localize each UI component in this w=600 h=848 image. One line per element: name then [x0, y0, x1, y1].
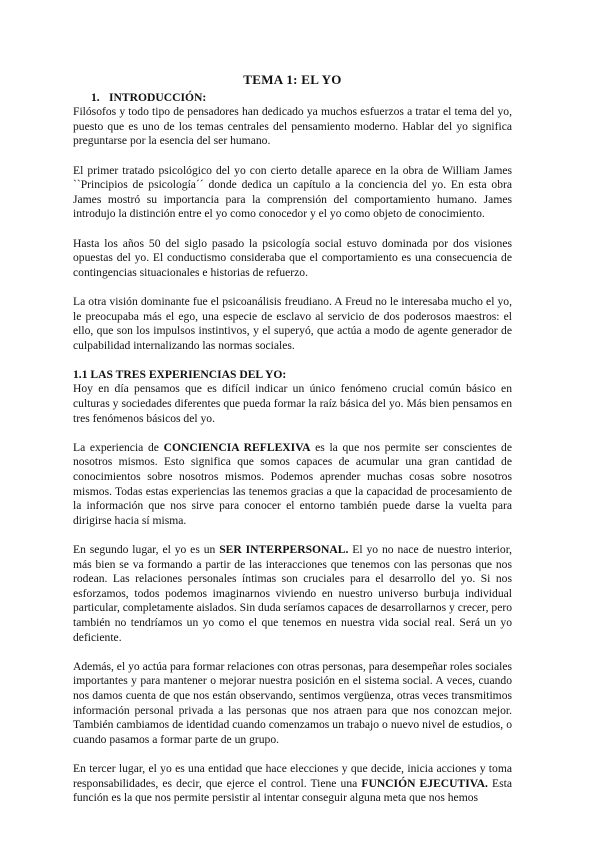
paragraph-6-text-before: La experiencia de: [73, 440, 164, 454]
keyword-ser-interpersonal: SER INTERPERSONAL.: [219, 543, 349, 556]
section-number: 1.: [91, 90, 100, 104]
keyword-funcion-ejecutiva: FUNCIÓN EJECUTIVA.: [361, 776, 488, 790]
paragraph-9-text-after: Esta función es la que nos permite persistir al intentar conseguir alguna meta que nos hemos: [73, 776, 512, 805]
paragraph-2: El primer tratado psicológico del yo con cierto detalle aparece en la obra de William James ``Principios de psicología´´ donde dedica un capítulo a la conciencia del yo. En esta obra James mostró su importancia para la comprensión del comportamiento humano. James introdujo la distinción entre el yo como conocedor y el yo como objeto de conocimiento.: [73, 163, 512, 221]
paragraph-7-text-after: El yo no nace de nuestro interior, más bien se va formando a partir de las interacciones que tenemos con las personas que nos rodean. Las relaciones personales íntimas son cruciales para el desarrollo del yo. Si nos esforzamos, todos podemos imaginarnos viviendo en nuestro universo burbuja individual particular, completamente aislados. Sin duda seríamos capaces de desarrollarnos y crecer, pero también no tendríamos un yo como el que tenemos en nuestra vida social real. Será un yo deficiente.: [73, 543, 512, 644]
paragraph-8: Además, el yo actúa para formar relaciones con otras personas, para desempeñar roles sociales importantes y para mantener o mejorar nuestra posición en el sistema social. A veces, cuando nos damos cuenta de que nos están observando, sentimos vergüenza, otras veces transmitimos información personal privada a las personas que nos atraen para que nos conozcan mejor. También cambiamos de identidad cuando comenzamos un trabajo o nuevo nivel de estudios, o cuando pasamos a formar parte de un grupo.: [73, 659, 512, 746]
paragraph-6-text-after: es la que nos permite ser conscientes de nosotros mismos. Esto significa que somos capaces de acumular una gran cantidad de conocimientos sobre nosotros mismos. Podemos aprender muchas cosas sobre nosotros mismos. Todas estas experiencias las tenemos gracias a que la capacidad de procesamiento de la información que nos sirve para conocer el entorno también puede darse la vuelta para dirigirse hacia sí misma.: [73, 440, 512, 527]
paragraph-3: Hasta los años 50 del siglo pasado la psicología social estuvo dominada por dos visiones opuestas del yo. El conductismo consideraba que el comportamiento es una consecuencia de contingencias situacionales e historias de refuerzo.: [73, 236, 512, 279]
paragraph-9-text-before: En tercer lugar, el yo es una entidad que hace elecciones y que decide, inicia acciones y toma responsabilidades, es decir, que ejerce el control. Tiene una: [73, 761, 512, 790]
paragraph-5: Hoy en día pensamos que es difícil indicar un único fenómeno crucial común básico en culturas y sociedades diferentes que pueda formar la raíz básica del yo. Más bien pensamos en tres fenómenos básicos del yo.: [73, 382, 512, 425]
paragraph-7-text-before: En segundo lugar, el yo es un: [73, 543, 220, 556]
paragraph-4: La otra visión dominante fue el psicoanálisis freudiano. A Freud no le interesaba mucho el yo, le preocupaba más el ego, una especie de esclavo al servicio de dos poderosos maestros: el ello, que son los impulsos instintivos, y el superyó, que actúa a modo de agente generador de culpabilidad internalizando las normas sociales.: [73, 294, 512, 352]
paragraph-6: [73, 441, 512, 529]
section-heading-introduccion: [91, 91, 512, 106]
paragraph-7: [73, 543, 512, 645]
section-heading-text: INTRODUCCIÓN:: [109, 90, 207, 104]
page-title: TEMA 1: EL YO: [243, 72, 342, 87]
paragraph-9: [73, 762, 512, 806]
paragraph-1: Filósofos y todo tipo de pensadores han dedicado ya muchos esfuerzos a tratar el tema del yo, puesto que es uno de los temas centrales del pensamiento moderno. Hablar del yo significa preguntarse por la esencia del ser humano.: [73, 105, 512, 148]
keyword-conciencia-reflexiva: CONCIENCIA REFLEXIVA: [163, 440, 311, 454]
subsection-heading-tres-experiencias: 1.1 LAS TRES EXPERIENCIAS DEL YO:: [73, 367, 287, 381]
